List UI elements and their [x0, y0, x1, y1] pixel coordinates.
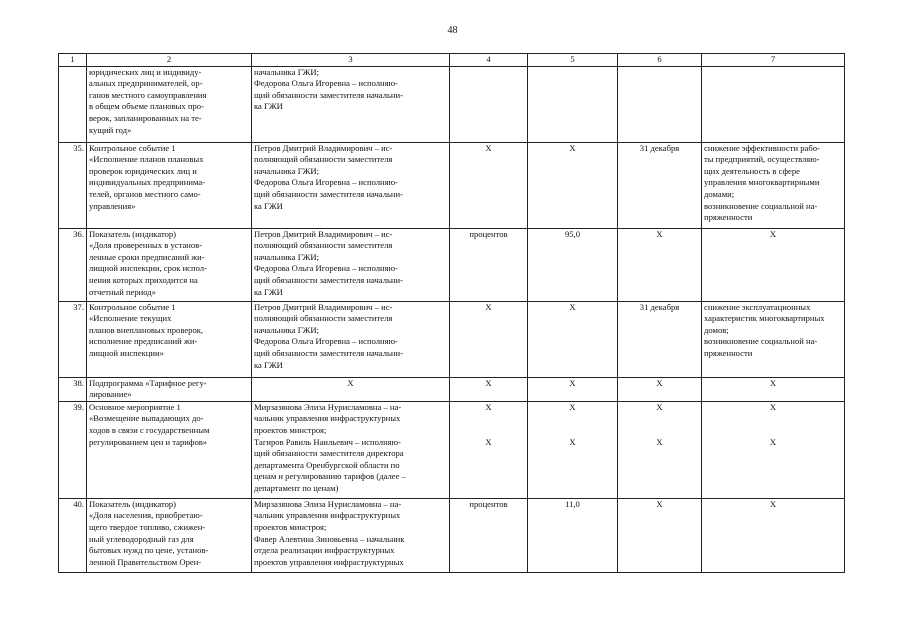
text-line: Контрольное событие 1: [89, 142, 176, 153]
unit-cell: [450, 66, 528, 142]
value-cell: [528, 66, 618, 142]
text-line: полняющий обязанности заместителя: [254, 313, 393, 324]
header-row: [59, 54, 845, 67]
text-line: ценам и регулированию тарифов (далее –: [254, 471, 406, 482]
text-line: регулированием цен и тарифов»: [89, 436, 208, 447]
mark: Х: [569, 401, 576, 412]
mark: Х: [656, 436, 663, 447]
deadline-cell: Х: [618, 228, 702, 301]
header-cell: 1: [59, 54, 87, 67]
responsible-persons: [252, 142, 450, 228]
responsible-persons: [252, 401, 450, 498]
text-line: управления многоквартирными: [704, 177, 820, 188]
text-line: проектов управления инфраструктурных: [254, 556, 404, 567]
text-line: Федорова Ольга Игоревна – исполняю-: [254, 263, 398, 274]
responsible-persons: [252, 301, 450, 377]
deadline-cell: Х: [618, 498, 702, 572]
unit-cell: Х: [450, 377, 528, 401]
text-line: щих деятельность в сфере: [704, 165, 800, 176]
text-line: начальника ГЖИ;: [254, 324, 319, 335]
mark: Х: [485, 436, 492, 447]
deadline-cell: Х: [618, 377, 702, 401]
text-line: пряженности: [704, 212, 753, 223]
unit-cell: процентов: [450, 498, 528, 572]
row-number: 37.: [59, 301, 87, 377]
text-line: щий обязанности заместителя начальни-: [254, 347, 403, 358]
table-row: [59, 401, 845, 498]
text-line: ный углеводородный газ для: [89, 533, 194, 544]
row-number: 36.: [59, 228, 87, 301]
mark: Х: [769, 436, 777, 447]
text-line: пряженности: [704, 347, 753, 358]
row-number: 38.: [59, 377, 87, 401]
unit-cell: [450, 401, 528, 498]
unit-cell: Х: [450, 142, 528, 228]
text-line: Фавер Алевтина Зиновьевна – начальник: [254, 533, 405, 544]
table-row: [59, 228, 845, 301]
text-line: кущий год»: [89, 124, 132, 135]
deadline-cell: [618, 401, 702, 498]
text-line: индивидуальных предпринима-: [89, 177, 206, 188]
page-number: 48: [447, 25, 458, 36]
text-line: Основное мероприятие 1: [89, 401, 181, 412]
mark: Х: [569, 436, 576, 447]
row-number: 40.: [59, 498, 87, 572]
event-description: [87, 377, 252, 401]
text-line: департамент по ценам): [254, 482, 339, 493]
text-line: щий обязанности заместителя начальни-: [254, 188, 403, 199]
text-line: начальника ГЖИ;: [254, 66, 319, 77]
table-row: [59, 142, 845, 228]
text-line: Показатель (индикатор): [89, 498, 177, 509]
unit-cell: процентов: [450, 228, 528, 301]
text-line: домов;: [704, 324, 729, 335]
header-cell: 6: [618, 54, 702, 67]
table-row: [59, 498, 845, 572]
header-cell: 4: [450, 54, 528, 67]
text-line: Х: [769, 498, 777, 509]
event-description: [87, 401, 252, 498]
text-line: Мирзазянова Элиза Нурисламовна – на-: [254, 401, 402, 412]
table-row: [59, 66, 845, 142]
text-line: снижение эксплуатационных: [704, 301, 811, 312]
text-line: начальника ГЖИ;: [254, 251, 319, 262]
text-line: отчетный период»: [89, 286, 156, 297]
text-line: лищной инспекции»: [89, 347, 164, 358]
text-line: «Доля проверенных в установ-: [89, 240, 203, 251]
consequences-cell: [702, 66, 845, 142]
text-line: Подпрограмма «Тарифное регу-: [89, 377, 207, 388]
mark: Х: [485, 401, 492, 412]
text-line: лирование»: [89, 389, 132, 400]
text-line: характеристик многоквартирных: [704, 313, 825, 324]
text-line: полняющий обязанности заместителя: [254, 154, 393, 165]
text-line: Показатель (индикатор): [89, 228, 177, 239]
value-cell: [528, 401, 618, 498]
table-row: [59, 301, 845, 377]
event-description: [87, 142, 252, 228]
event-description: [87, 66, 252, 142]
text-line: Федорова Ольга Игоревна – исполняю-: [254, 177, 398, 188]
text-line: «Исполнение текущих: [89, 313, 172, 324]
text-line: Федорова Ольга Игоревна – исполняю-: [254, 336, 398, 347]
consequences-cell: [702, 228, 845, 301]
deadline-cell: 31 декабря: [618, 301, 702, 377]
value-cell: Х: [528, 377, 618, 401]
text-line: ка ГЖИ: [254, 286, 283, 297]
event-description: [87, 228, 252, 301]
program-table: [58, 53, 845, 573]
text-line: начальника ГЖИ;: [254, 165, 319, 176]
text-line: Тагиров Равиль Наильевич – исполняю-: [254, 436, 401, 447]
responsible-persons: [252, 66, 450, 142]
header-cell: 7: [702, 54, 845, 67]
text-line: «Исполнение планов плановых: [89, 154, 204, 165]
text-line: Федорова Ольга Игоревна – исполняю-: [254, 78, 398, 89]
text-line: полняющий обязанности заместителя: [254, 240, 393, 251]
text-line: Х: [769, 377, 777, 388]
text-line: ленной Правительством Орен-: [89, 556, 202, 567]
mark: Х: [656, 401, 663, 412]
responsible-persons: [252, 377, 450, 401]
consequences-cell: [702, 142, 845, 228]
text-line: ганов местного самоуправления: [89, 89, 207, 100]
text-line: Петров Дмитрий Владимирович – ис-: [254, 228, 393, 239]
event-description: [87, 498, 252, 572]
text-line: в общем объеме плановых про-: [89, 101, 204, 112]
value-cell: Х: [528, 301, 618, 377]
text-line: Петров Дмитрий Владимирович – ис-: [254, 301, 393, 312]
consequences-cell: [702, 377, 845, 401]
deadline-cell: 31 декабря: [618, 142, 702, 228]
text-line: Х: [769, 228, 777, 239]
header-cell: 2: [87, 54, 252, 67]
text-line: ка ГЖИ: [254, 200, 283, 211]
text-line: чальник управления инфраструктурных: [254, 413, 401, 424]
text-line: нения которых приходится на: [89, 274, 198, 285]
row-number: 35.: [59, 142, 87, 228]
text-line: проектов минстроя;: [254, 521, 327, 532]
text-line: телей, органов местного само-: [89, 188, 201, 199]
text-line: чальник управления инфраструктурных: [254, 510, 401, 521]
text-line: департамента Оренбургской области по: [254, 459, 400, 470]
deadline-cell: [618, 66, 702, 142]
consequences-cell: [702, 401, 845, 498]
text-line: щий обязанности заместителя начальни-: [254, 89, 403, 100]
unit-cell: Х: [450, 301, 528, 377]
text-line: отдела реализации инфраструктурных: [254, 545, 395, 556]
value-cell: Х: [528, 142, 618, 228]
text-line: щего твердое топливо, сжижен-: [89, 521, 206, 532]
value-cell: 95,0: [528, 228, 618, 301]
text-line: ка ГЖИ: [254, 101, 283, 112]
text-line: проектов минстроя;: [254, 424, 327, 435]
text-line: проверок юридических лиц и: [89, 165, 197, 176]
text-line: управления»: [89, 200, 136, 211]
text-line: щий обязанности заместителя начальни-: [254, 274, 403, 285]
text-line: Петров Дмитрий Владимирович – ис-: [254, 142, 393, 153]
text-line: Контрольное событие 1: [89, 301, 176, 312]
text-line: Мирзазянова Элиза Нурисламовна – на-: [254, 498, 402, 509]
text-line: юридических лиц и индивиду-: [89, 66, 202, 77]
text-line: снижение эффективности рабо-: [704, 142, 820, 153]
value-cell: 11,0: [528, 498, 618, 572]
text-line: бытовых нужд по цене, установ-: [89, 545, 209, 556]
text-line: ленные сроки предписаний жи-: [89, 251, 205, 262]
consequences-cell: [702, 498, 845, 572]
text-line: возникновение социальной на-: [704, 336, 818, 347]
text-line: исполнение предписаний жи-: [89, 336, 198, 347]
header-cell: 3: [252, 54, 450, 67]
text-line: домами;: [704, 188, 735, 199]
text-line: ка ГЖИ: [254, 359, 283, 370]
text-line: ты предприятий, осуществляю-: [704, 154, 820, 165]
text-line: Х: [347, 377, 354, 388]
responsible-persons: [252, 498, 450, 572]
text-line: возникновение социальной на-: [704, 200, 818, 211]
event-description: [87, 301, 252, 377]
text-line: лищной инспекции, срок испол-: [89, 263, 207, 274]
responsible-persons: [252, 228, 450, 301]
text-line: «Возмещение выпадающих до-: [89, 413, 204, 424]
header-cell: 5: [528, 54, 618, 67]
text-line: ходов в связи с государственным: [89, 424, 210, 435]
text-line: планов внеплановых проверок,: [89, 324, 204, 335]
text-line: щий обязанности заместителя директора: [254, 448, 404, 459]
row-number: [59, 66, 87, 142]
text-line: альных предпринимателей, ор-: [89, 78, 203, 89]
mark: Х: [769, 401, 777, 412]
text-line: верок, запланированных на те-: [89, 112, 202, 123]
row-number: 39.: [59, 401, 87, 498]
table-row: [59, 377, 845, 401]
consequences-cell: [702, 301, 845, 377]
text-line: «Доля населения, приобретаю-: [89, 510, 203, 521]
